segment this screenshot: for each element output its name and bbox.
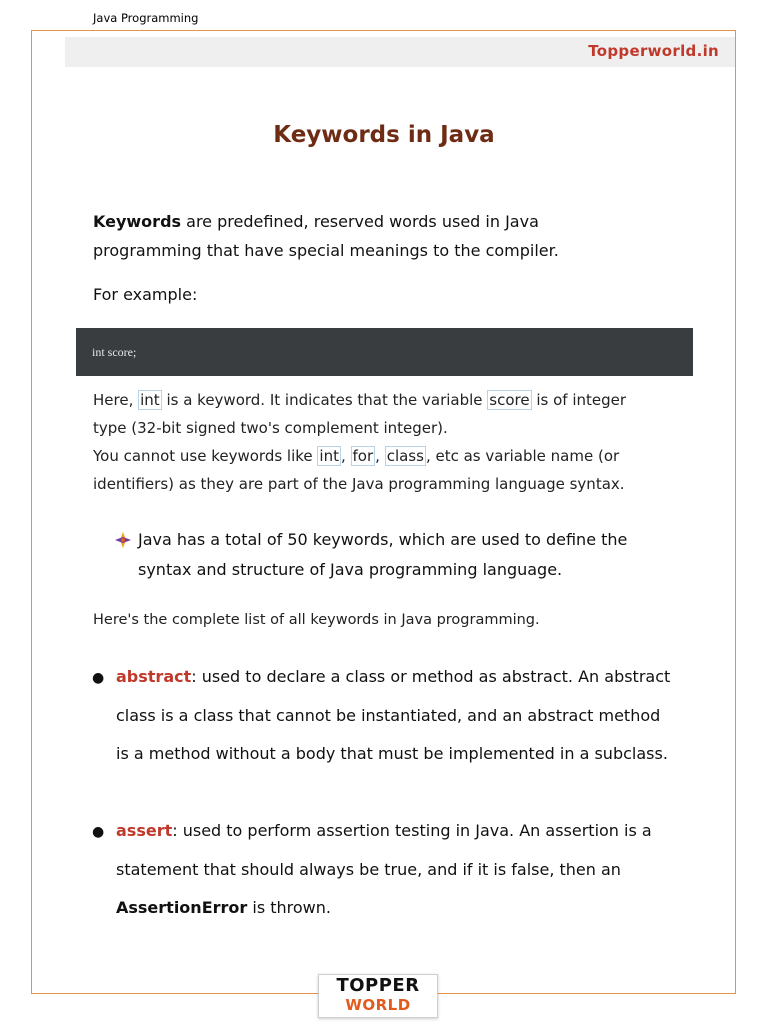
- explanation-text: is of integer: [531, 391, 627, 409]
- abstract-description: : used to declare a class or method as abstract. An abstract class is a class that cannot be instantiated, and an abstract method is a method without a body that must be implemented in a subclass.: [116, 667, 671, 763]
- arrow-bullet-icon: [114, 531, 132, 549]
- explanation-text: type (32-bit signed two's complement integer).: [93, 419, 448, 437]
- bullet-marker: ●: [92, 670, 105, 686]
- keyword-for: for: [352, 447, 374, 465]
- topperworld-logo: [318, 974, 438, 1018]
- assert-description: : used to perform assertion testing in Java. An assertion is a statement that should always be true, and if it is false, then an: [116, 821, 652, 879]
- explanation-text: Here,: [93, 391, 139, 409]
- site-banner: [65, 37, 735, 67]
- explanation-text: You cannot use keywords like: [93, 447, 318, 465]
- keyword-assert: assert: [116, 821, 173, 840]
- explanation-text: ,: [340, 447, 351, 465]
- keyword-int: int: [140, 391, 160, 409]
- logo-text-top: TOPPER: [336, 975, 420, 996]
- assert-description-end: is thrown.: [247, 898, 331, 917]
- for-example-label: For example:: [93, 285, 198, 304]
- intro-paragraph: [93, 207, 693, 265]
- code-text: int score;: [92, 345, 137, 359]
- intro-term: Keywords: [93, 212, 182, 231]
- explanation-paragraph: [93, 386, 693, 498]
- intro-text-2: programming that have special meanings to the compiler.: [93, 241, 559, 260]
- logo-text-bottom: WORLD: [345, 996, 411, 1014]
- list-item-assert: [116, 812, 676, 928]
- explanation-text: ,: [375, 447, 385, 465]
- explanation-text: is a keyword. It indicates that the variable: [161, 391, 488, 409]
- keyword-score: score: [489, 391, 530, 409]
- intro-text-1: are predefined, reserved words used in Java: [181, 212, 539, 231]
- page-title: Keywords in Java: [273, 122, 495, 148]
- code-block: [76, 328, 693, 376]
- keyword-count-note: Java has a total of 50 keywords, which are used to define the syntax and structure of Java programming language.: [138, 530, 628, 579]
- list-item-abstract: [116, 658, 676, 774]
- list-intro: Here's the complete list of all keywords in Java programming.: [93, 612, 540, 628]
- explanation-text: , etc as variable name (or: [425, 447, 620, 465]
- bullet-marker: ●: [92, 824, 105, 840]
- assertion-error-term: AssertionError: [116, 898, 248, 917]
- keyword-class: class: [386, 447, 424, 465]
- explanation-text: identifiers) as they are part of the Java programming language syntax.: [93, 475, 625, 493]
- keyword-abstract: abstract: [116, 667, 192, 686]
- keyword-int: int: [319, 447, 339, 465]
- running-header: Java Programming: [93, 11, 199, 25]
- site-name: Topperworld.in: [588, 42, 719, 60]
